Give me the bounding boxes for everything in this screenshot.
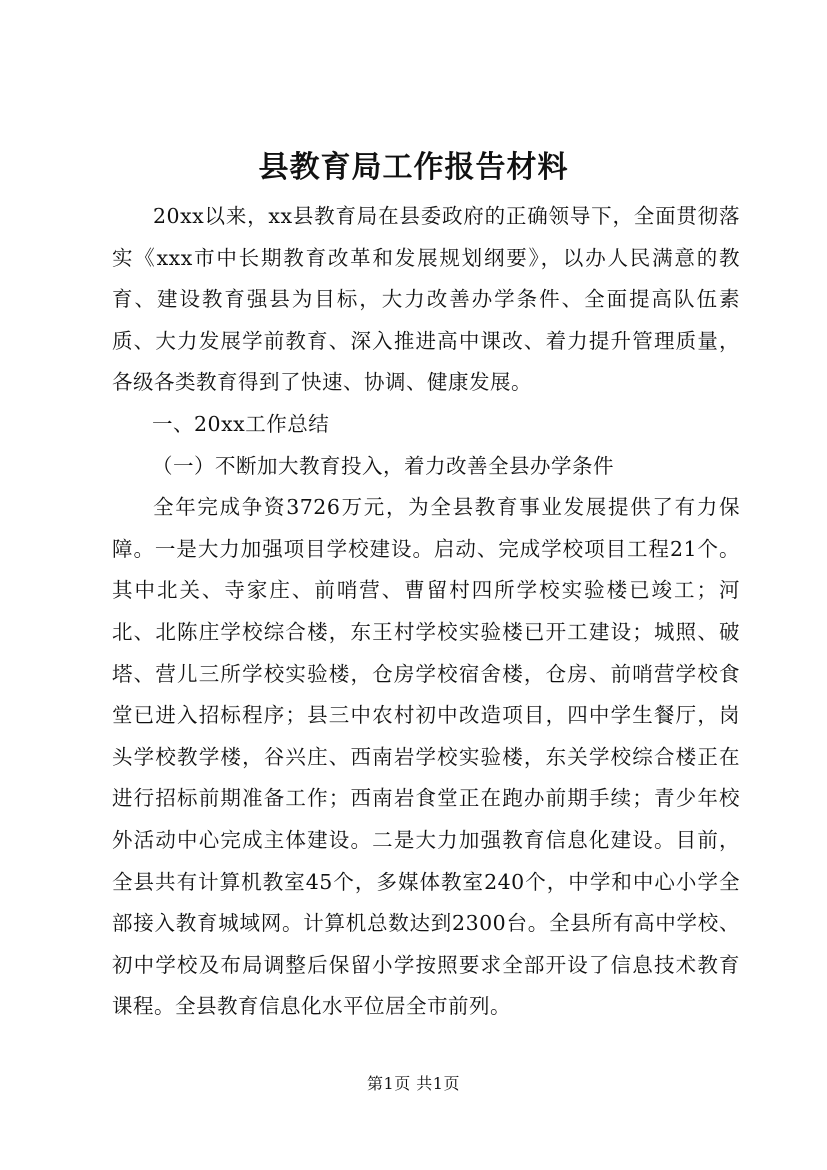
page-footer: 第1页 共1页 — [367, 1074, 460, 1093]
document-body — [112, 196, 740, 1028]
document-title: 县教育局工作报告材料 — [258, 150, 569, 185]
subsection-heading: （一）不断加大教育投入，着力改善全县办学条件 — [152, 453, 614, 478]
intro-paragraph: 20xx以来，xx县教育局在县委政府的正确领导下，全面贯彻落实《xxx市中长期教育改革和发展规划纲要》，以办人民满意的教育、建设教育强县为目标，大力改善办学条件、全面提高队伍素质、大力发展学前教育、深入推进高中课改、着力提升管理质量，各级各类教育得到了快速、协调、健康发展。 — [112, 204, 740, 395]
subsection-paragraph: 全年完成争资3726万元，为全县教育事业发展提供了有力保障。一是大力加强项目学校建设。启动、完成学校项目工程21个。其中北关、寺家庄、前哨营、曹留村四所学校实验楼已竣工；河北、北陈庄学校综合楼，东王村学校实验楼已开工建设；城照、破塔、营儿三所学校实验楼，仓房学校宿舍楼，仓房、前哨营学校食堂已进入招标程序；县三中农村初中改造项目，四中学生餐厅，岗头学校教学楼，谷兴庄、西南岩学校实验楼，东关学校综合楼正在进行招标前期准备工作；西南岩食堂正在跑办前期手续；青少年校外活动中心完成主体建设。二是大力加强教育信息化建设。目前，全县共有计算机教室45个，多媒体教室240个，中学和中心小学全部接入教育城域网。计算机总数达到2300台。全县所有高中学校、初中学校及布局调整后保留小学按照要求全部开设了信息技术教育课程。全县教育信息化水平位居全市前列。 — [112, 495, 740, 1019]
section-heading: 一、20xx工作总结 — [152, 411, 330, 436]
